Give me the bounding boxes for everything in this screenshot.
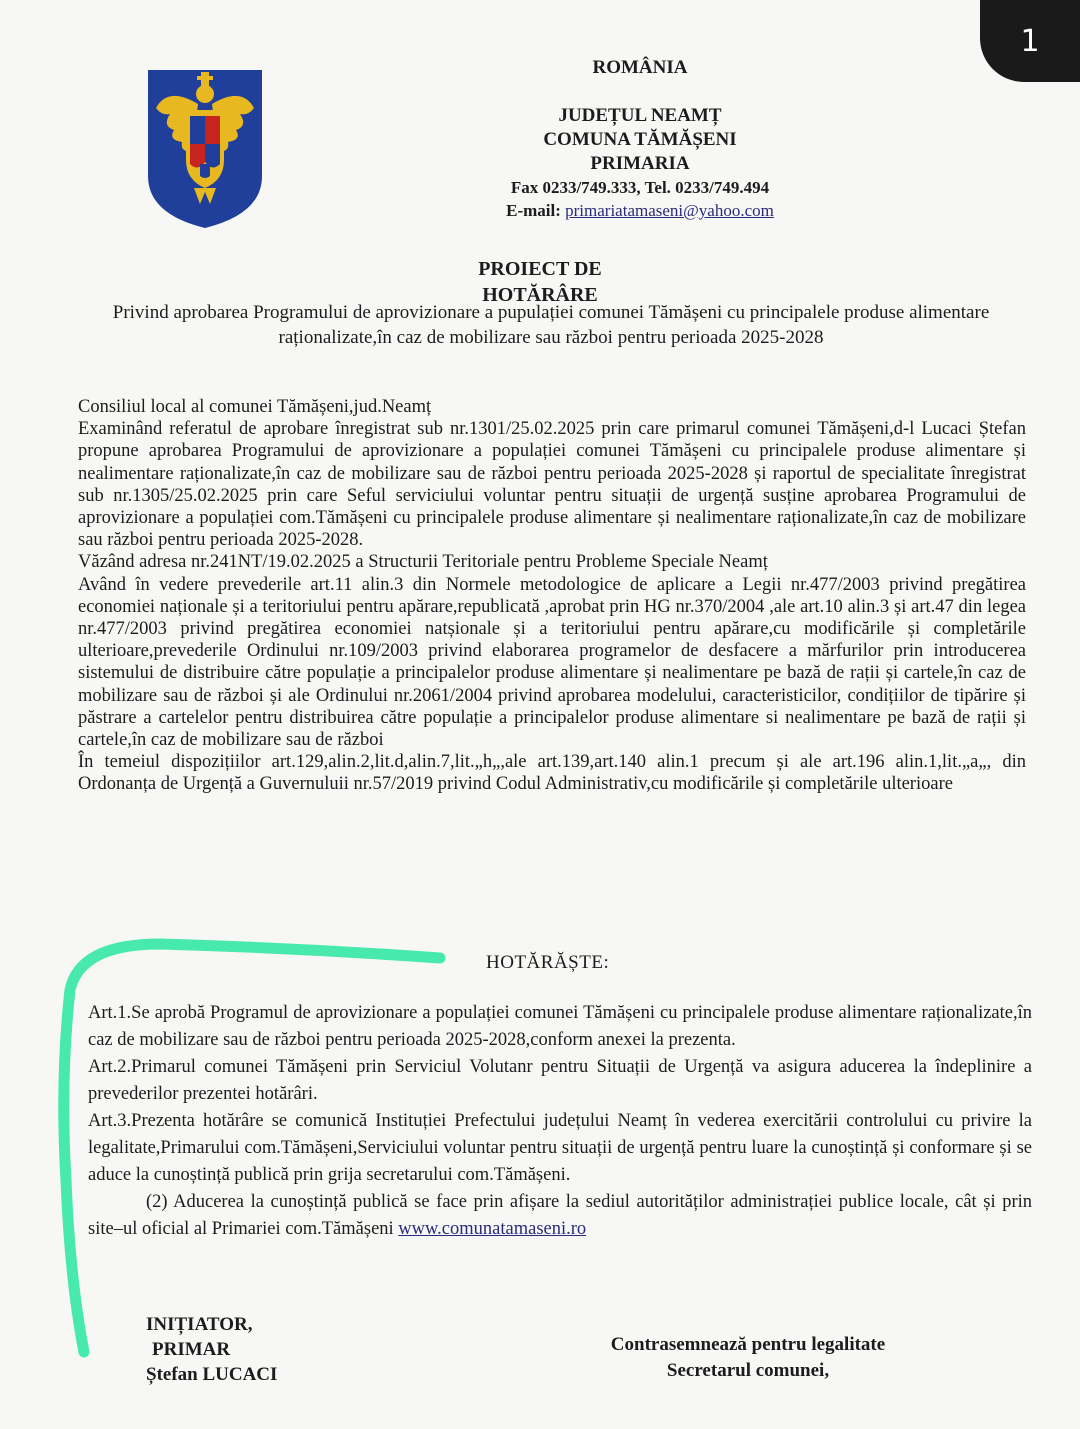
initiator-label: INIȚIATOR, — [146, 1314, 253, 1335]
preamble-authority: În temeiul dispozițiilor art.129,alin.2,lit.d,alin.7,lit.„h„,ale art.139,art.140 alin.1 precum și ale art.196 alin.1,lit.„a„, din Ordonanța de Urgență a Guvernuluii nr.57/2019 privind Codul Administrativ,cu modificările și completările ulterioare — [78, 752, 1026, 795]
decision-heading: HOTĂRĂȘTE: — [486, 952, 610, 973]
document-subject: Privind aprobarea Programului de aprovizionare a pupulației comunei Tămășeni cu principalele produse alimentare raționalizate,în caz de mobilizare sau război pentru perioada 2025-2028 — [112, 302, 990, 348]
page-number-badge: 1 — [980, 0, 1080, 82]
countersign-label: Contrasemnează pentru legalitate — [610, 1334, 886, 1355]
office-name: PRIMARIA — [590, 153, 690, 174]
email-line — [420, 199, 860, 222]
article-3-paragraph-2-text: (2) Aducerea la cunoștință publică se face prin afișare la sediul autorităților administrației publice locale, cât și prin site–ul oficial al Primariei com.Tămășeni — [88, 1192, 1032, 1239]
secretary-signature — [576, 1332, 920, 1384]
commune-name: COMUNA TĂMĂȘENI — [543, 129, 737, 150]
article-3-paragraph-2 — [88, 1189, 1032, 1243]
title-line-1: PROIECT DE — [478, 258, 602, 280]
email-link[interactable]: primariatamaseni@yahoo.com — [565, 201, 774, 220]
initiator-signature — [146, 1312, 277, 1387]
initiator-role: PRIMAR — [152, 1339, 231, 1360]
secretary-role: Secretarul comunei, — [666, 1360, 830, 1381]
article-1: Art.1.Se aprobă Programul de aprovizionare a populației comunei Tămășeni cu principalele produse alimentare raționalizate,în caz de mobilizare sau de război pentru perioada 2025-2028,conform anexei la prezenta. — [88, 1003, 1032, 1050]
preamble-address: Văzând adresa nr.241NT/19.02.2025 a Structurii Teritoriale pentru Probleme Speciale Neamț — [78, 552, 768, 573]
preamble — [78, 396, 1026, 796]
coat-of-arms-icon — [140, 64, 270, 232]
county-name: JUDEȚUL NEAMȚ — [558, 105, 722, 126]
issuer-header — [420, 56, 860, 222]
article-3: Art.3.Prezenta hotărâre se comunică Instituției Prefectului județului Neamț în vederea exercitării controlului cu privire la legalitate,Primarului com.Tămășeni,Serviciului voluntar pentru situații de urgență pentru luare la cunoștință și conformare și se aduce la cunoștință publică prin grija secretarului com.Tămășeni. — [88, 1111, 1032, 1185]
email-label: E-mail: — [506, 201, 561, 220]
website-link[interactable]: www.comunatamaseni.ro — [398, 1219, 587, 1239]
preamble-referral: Examinând referatul de aprobare înregistrat sub nr.1301/25.02.2025 prin care primarul comunei Tămășeni,d-l Lucaci Ștefan propune aprobarea Programului de aprovizionare a populației comunei Tămășeni cu principalele produse alimentare și nealimentare raționalizate,în caz de mobilizare sau de război pentru perioada 2025-2028 și raportul de specialitate înregistrat sub nr.1305/25.02.2025 prin care Seful serviciului voluntar pentru situații de urgență susține aprobarea Programului de aprovizionare a populației com.Tămășeni cu principalele produse alimentare și nealimentare raționalizate,în caz de mobilizare sau război pentru perioada 2025-2028. — [78, 419, 1026, 551]
title-line-2: HOTĂRÂRE — [482, 284, 598, 306]
country-name: ROMÂNIA — [592, 57, 688, 78]
phone-fax: Fax 0233/749.333, Tel. 0233/749.494 — [510, 178, 770, 197]
preamble-legal-basis: Având în vedere prevederile art.11 alin.3 din Normele metodologice de aplicare a Legii nr.477/2003 privind pregătirea economiei naționale și a teritoriului pentru apărare,republicată ,aprobat prin HG nr.370/2004 ,ale art.10 alin.3 și art.47 din legea nr.477/2003 privind pregătirea economiei natșionale și a teritoriului pentru apărare,cu modificările și completările ulterioare,prevederile Ordinului nr.109/2003 privind elaborarea programelor de desfacere a mărfurilor prin introducerea sistemului de distribuire către populație a principalelor produse alimentare și nealimentare pe bază de rații și cartele,în caz de mobilizare sau de război și ale Ordinului nr.2061/2004 privind aprobarea modelului, caracteristicilor, condițiilor de tipărire și păstrare a cartelelor pentru distribuirea către populație a principalelor produse alimentare si nealimentare pe bază de rații și cartele,în caz de mobilizare sau de război — [78, 574, 1026, 751]
articles — [88, 1000, 1032, 1243]
initiator-name: Ștefan LUCACI — [146, 1364, 278, 1385]
article-2: Art.2.Primarul comunei Tămășeni prin Serviciul Volutanr pentru Situații de Urgență va asigura aducerea la îndeplinire a prevederilor prezentei hotărâri. — [88, 1057, 1032, 1104]
preamble-council: Consiliul local al comunei Tămășeni,jud.Neamț — [78, 397, 432, 417]
